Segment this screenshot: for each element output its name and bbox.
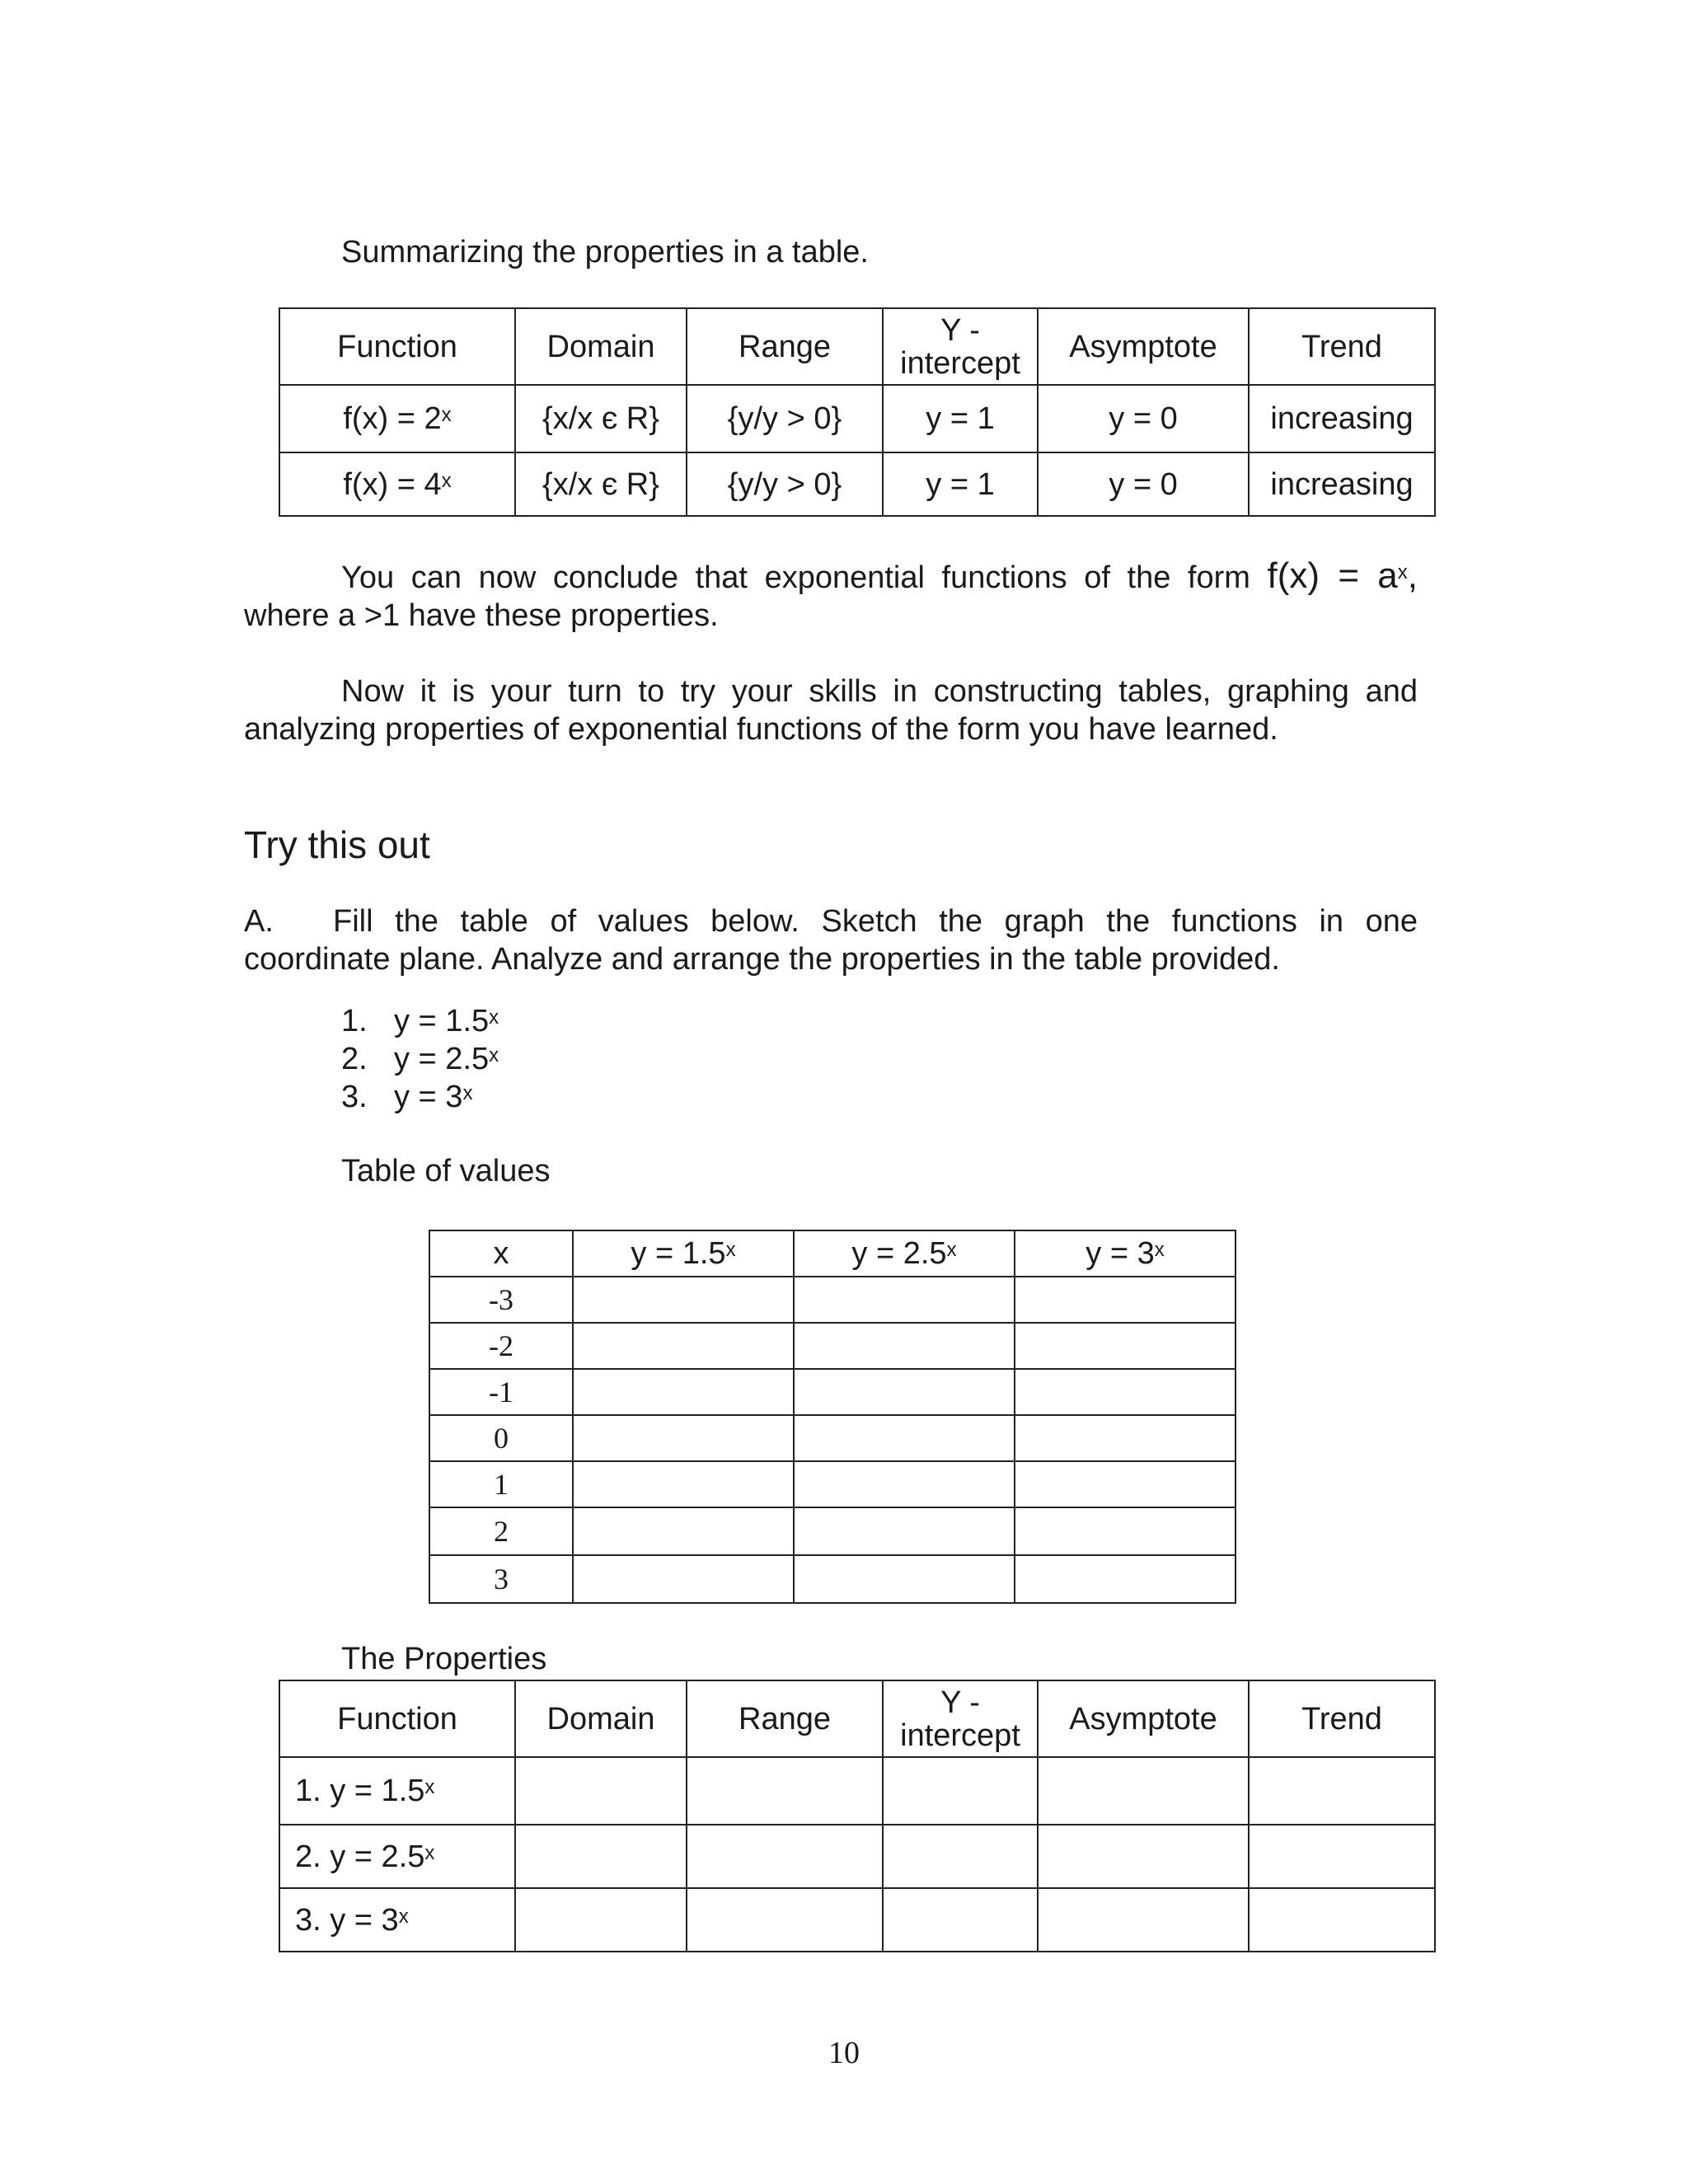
exponent: x — [489, 1044, 499, 1066]
header-y-3 — [1015, 1230, 1236, 1277]
function-cell — [279, 385, 515, 452]
values-header-row — [429, 1230, 1236, 1277]
list-number: 1. — [341, 1004, 368, 1038]
exponent: x — [441, 404, 452, 426]
exponent: x — [946, 1239, 957, 1261]
header-trend: Trend — [1249, 1680, 1435, 1757]
header-y-intercept-line2: intercept — [900, 1718, 1020, 1753]
function-text: f(x) = 4 — [343, 466, 442, 502]
header-y-intercept — [883, 1680, 1038, 1757]
activity-line1: Fill the table of values below. Sketch the graph the functions in one — [333, 904, 1418, 939]
asymptote-cell: y = 0 — [1038, 385, 1249, 452]
asymptote-cell: y = 0 — [1038, 452, 1249, 516]
function-text: 2. y = 2.5 — [295, 1839, 425, 1874]
activity-line2: coordinate plane. Analyze and arrange the properties in the table provided. — [244, 942, 1280, 977]
function-text: 3. y = 3 — [295, 1902, 399, 1938]
blank-cell[interactable] — [883, 1888, 1038, 1952]
header-function: Function — [279, 1680, 515, 1757]
formula-exponent: x — [1397, 561, 1408, 583]
summary-header-row — [279, 308, 1435, 385]
properties-table — [279, 1680, 1436, 1952]
function-list — [341, 1002, 499, 1116]
y-intercept-cell: y = 1 — [883, 385, 1038, 452]
blank-cell[interactable] — [1015, 1461, 1236, 1507]
exponent: x — [1154, 1239, 1165, 1261]
list-function — [394, 1078, 472, 1116]
list-item — [341, 1002, 499, 1040]
blank-cell[interactable] — [1038, 1757, 1249, 1825]
header-y-intercept — [883, 308, 1038, 385]
table-row — [279, 1888, 1435, 1952]
conclusion-line2: where a >1 have these properties. — [244, 598, 719, 633]
blank-cell[interactable] — [1015, 1277, 1236, 1323]
blank-cell[interactable] — [1038, 1825, 1249, 1888]
blank-cell[interactable] — [1249, 1825, 1435, 1888]
header-range: Range — [687, 308, 883, 385]
header-function: Function — [279, 308, 515, 385]
table-row — [279, 452, 1435, 516]
function-text: y = 2.5 — [394, 1042, 490, 1076]
exponent: x — [424, 1776, 435, 1798]
function-cell — [279, 452, 515, 516]
blank-cell[interactable] — [573, 1369, 794, 1415]
blank-cell[interactable] — [515, 1757, 687, 1825]
header-domain: Domain — [515, 308, 687, 385]
list-item — [341, 1078, 499, 1116]
x-value: 0 — [429, 1415, 573, 1461]
header-y-2-5 — [794, 1230, 1015, 1277]
range-cell: {y/y > 0} — [687, 452, 883, 516]
x-value: 2 — [429, 1507, 573, 1555]
header-x — [429, 1230, 573, 1277]
table-row — [429, 1461, 1236, 1507]
header-asymptote: Asymptote — [1038, 1680, 1249, 1757]
header-text: y = 3 — [1085, 1236, 1155, 1271]
summary-table — [279, 307, 1436, 517]
exponent: x — [441, 469, 452, 492]
x-value: -3 — [429, 1277, 573, 1323]
function-text: y = 1.5 — [394, 1004, 490, 1038]
blank-cell[interactable] — [1249, 1757, 1435, 1825]
range-cell: {y/y > 0} — [687, 385, 883, 452]
function-text: y = 3 — [394, 1080, 463, 1114]
blank-cell[interactable] — [1015, 1323, 1236, 1369]
blank-cell[interactable] — [794, 1555, 1015, 1603]
list-function — [394, 1002, 499, 1040]
blank-cell[interactable] — [794, 1369, 1015, 1415]
blank-cell[interactable] — [1249, 1888, 1435, 1952]
turn-line1: Now it is your turn to try your skills in constructing tables, graphing and — [341, 674, 1418, 709]
trend-cell: increasing — [1249, 385, 1435, 452]
y-intercept-cell: y = 1 — [883, 452, 1038, 516]
turn-line2: analyzing properties of exponential functions of the form you have learned. — [244, 712, 1278, 747]
list-function — [394, 1040, 499, 1078]
blank-cell[interactable] — [794, 1415, 1015, 1461]
table-row — [279, 385, 1435, 452]
table-row — [429, 1415, 1236, 1461]
header-trend: Trend — [1249, 308, 1435, 385]
conclusion-formula — [1268, 555, 1418, 596]
list-item — [341, 1040, 499, 1078]
blank-cell[interactable] — [573, 1507, 794, 1555]
list-number: 2. — [341, 1042, 368, 1076]
header-y-intercept-line1: Y - — [940, 1685, 980, 1720]
blank-cell[interactable] — [573, 1415, 794, 1461]
blank-cell[interactable] — [687, 1757, 883, 1825]
exponent: x — [424, 1841, 435, 1864]
table-row — [429, 1555, 1236, 1603]
trend-cell: increasing — [1249, 452, 1435, 516]
blank-cell[interactable] — [794, 1323, 1015, 1369]
page-number: 10 — [828, 2036, 860, 2070]
table-row — [279, 1757, 1435, 1825]
domain-cell: {x/x є R} — [515, 385, 687, 452]
blank-cell[interactable] — [794, 1277, 1015, 1323]
blank-cell[interactable] — [573, 1555, 794, 1603]
exponent: x — [398, 1905, 409, 1928]
blank-cell[interactable] — [1015, 1415, 1236, 1461]
blank-cell[interactable] — [1015, 1369, 1236, 1415]
table-row — [429, 1507, 1236, 1555]
function-cell — [279, 1825, 515, 1888]
properties-header-row — [279, 1680, 1435, 1757]
conclusion-text: You can now conclude that exponential functions of the form — [341, 560, 1250, 595]
header-y-intercept-line2: intercept — [900, 345, 1020, 381]
conclusion-line1 — [341, 557, 1418, 597]
function-cell — [279, 1757, 515, 1825]
function-text: f(x) = 2 — [343, 401, 442, 436]
exponent: x — [489, 1006, 499, 1029]
table-row — [429, 1369, 1236, 1415]
x-value: 1 — [429, 1461, 573, 1507]
blank-cell[interactable] — [573, 1461, 794, 1507]
properties-label: The Properties — [341, 1642, 547, 1676]
blank-cell[interactable] — [573, 1277, 794, 1323]
list-number: 3. — [341, 1080, 368, 1114]
blank-cell[interactable] — [1038, 1888, 1249, 1952]
blank-cell[interactable] — [794, 1461, 1015, 1507]
intro-text: Summarizing the properties in a table. — [341, 235, 869, 269]
exponent: x — [462, 1082, 473, 1104]
header-text: y = 2.5 — [851, 1236, 947, 1271]
function-text: 1. y = 1.5 — [295, 1774, 425, 1808]
exponent: x — [725, 1239, 736, 1261]
domain-cell: {x/x є R} — [515, 452, 687, 516]
formula-text: f(x) = a — [1267, 555, 1398, 596]
x-value: 3 — [429, 1555, 573, 1603]
header-range: Range — [687, 1680, 883, 1757]
blank-cell[interactable] — [515, 1888, 687, 1952]
table-row — [429, 1323, 1236, 1369]
blank-cell[interactable] — [1015, 1555, 1236, 1603]
blank-cell[interactable] — [687, 1825, 883, 1888]
header-y-1-5 — [573, 1230, 794, 1277]
section-title: Try this out — [244, 823, 430, 866]
header-asymptote: Asymptote — [1038, 308, 1249, 385]
x-value: -2 — [429, 1323, 573, 1369]
values-label: Table of values — [341, 1154, 551, 1188]
header-text: x — [493, 1236, 509, 1271]
blank-cell[interactable] — [687, 1888, 883, 1952]
blank-cell[interactable] — [794, 1507, 1015, 1555]
table-row — [279, 1825, 1435, 1888]
blank-cell[interactable] — [1015, 1507, 1236, 1555]
function-cell — [279, 1888, 515, 1952]
formula-comma: , — [1407, 555, 1418, 596]
x-value: -1 — [429, 1369, 573, 1415]
table-row — [429, 1277, 1236, 1323]
header-text: y = 1.5 — [631, 1236, 726, 1271]
blank-cell[interactable] — [573, 1323, 794, 1369]
header-y-intercept-line1: Y - — [940, 312, 980, 348]
header-domain: Domain — [515, 1680, 687, 1757]
activity-letter: A. — [244, 904, 274, 939]
blank-cell[interactable] — [515, 1825, 687, 1888]
values-table — [429, 1230, 1236, 1604]
blank-cell[interactable] — [883, 1825, 1038, 1888]
blank-cell[interactable] — [883, 1757, 1038, 1825]
